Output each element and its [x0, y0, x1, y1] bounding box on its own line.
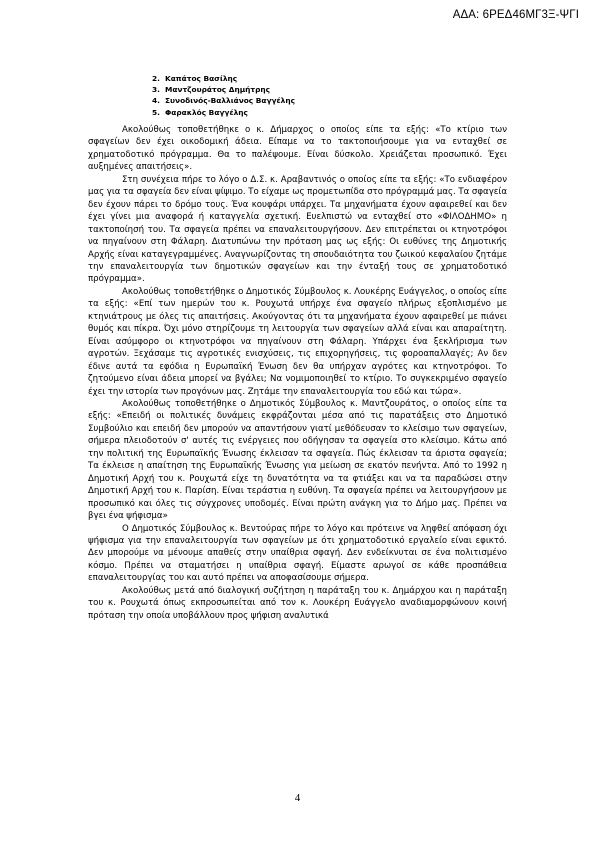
- council-members-list: [152, 73, 295, 118]
- paragraph-mantzouratos-statement: Ακολούθως τοποθετήθηκε ο Δημοτικός Σύμβουλος κ. Μαντζουράτος, ο οποίος είπε τα εξής: «Επειδή οι πολιτικές δυνάμεις εκφράζονται μέσα από τις παρατάξεις στο Δημοτικό Συμβούλιο και επειδή δεν μπορούν να απαντήσουν γιατί μεθόδευσαν το κλείσιμο των σφαγείων, σήμερα πλειοδοτούν σ' αυτές τις ενέργειες που οδήγησαν τα σφαγεία στο κλείσιμο. Κάτω από την πολιτική της Ευρωπαϊκής Ένωσης έκλεισαν τα σφαγεία. Πώς έκλεισαν τα άριστα σφαγεία; Τα έκλεισε η απαίτηση της Ευρωπαϊκής Ένωσης για μείωση σε εκατόν πενήντα. Από το 1992 η Δημοτική Αρχή του κ. Ρουχωτά είχε τη δυνατότητα να τα φτιάξει και να τα παραδώσει στην Δημοτική Αρχή του κ. Παρίση. Είναι τεράστια η ευθύνη. Τα σφαγεία πρέπει να λειτουργήσουν με προσωπικό και όλες τις σύγχρονες υποδομές. Είναι πρώτη ανάγκη για το Δήμο μας. Πρέπει να βγει ένα ψήφισμα»: [88, 398, 507, 522]
- member-name: Καπάτος Βασίλης: [165, 74, 238, 83]
- paragraph-joint-proposal: Ακολούθως μετά από διαλογική συζήτηση η παράταξη του κ. Δημάρχου και η παράταξη του κ. Ρουχωτά όπως εκπροσωπείται από τον κ. Λουκέρη Ευάγγελο αναδιαμορφώνουν κοινή πρόταση την οποία υποβάλλουν προς ψήφιση αναλυτικά: [88, 585, 507, 621]
- list-item: [152, 73, 295, 84]
- member-name: Φαρακλός Βαγγέλης: [165, 107, 248, 117]
- page-number: 4: [294, 792, 301, 804]
- paragraph-ventouras-statement: Ο Δημοτικός Σύμβουλος κ. Βεντούρας πήρε το λόγο και πρότεινε να ληφθεί απόφαση όχι ψήφισμα για την επαναλειτουργία των σφαγείων με ότι χρηματοδοτικό εργαλείο είναι εφικτό. Δεν μπορούμε να μένουμε απαθείς στην υπαίθρια σφαγή. Δεν ενδείκνυται σε ένα πολιτισμένο κόσμο. Πρέπει να σταματήσει η υπαίθρια σφαγή. Είμαστε αρωγοί σε κάθε προσπάθεια επαναλειτουργίας του και αυτό πρέπει να αποφασίσουμε σήμερα.: [88, 523, 507, 584]
- list-number: 5.: [152, 107, 160, 117]
- list-number: 4.: [152, 96, 160, 106]
- list-item: [152, 107, 295, 118]
- minutes-body: [88, 124, 507, 622]
- paragraph-loukeris-statement: Ακολούθως τοποθετήθηκε ο Δημοτικός Σύμβουλος κ. Λουκέρης Ευάγγελος, ο οποίος είπε τα εξής: «Επί των ημερών του κ. Ρουχωτά υπήρχε ένα σφαγείο πλήρως εξοπλισμένο με κτηνιάτρους με όλες τις απαιτήσεις. Ακούγοντας ότι τα μηχανήματα έχουν αφαιρεθεί με πιάνει θυμός και πίκρα. Όχι μόνο στηρίζουμε τη λειτουργία των σφαγείων αλλά είναι και απαραίτητη. Είναι ασύμφορο οι κτηνοτρόφοι να πηγαίνουν στη Φάλαρη. Υπάρχει ένα ξεκλήρισμα των αγροτών. Ξεχάσαμε τις αγροτικές ενισχύσεις, τις επιχορηγήσεις, τις φοροαπαλλαγές; Αν δεν έδινε αυτά τα εφόδια η Ευρωπαϊκή Ένωση δεν θα υπήρχαν αγρότες και κτηνοτρόφοι. Το ζητούμενο είναι άδεια μπορεί να βγάλει; Να νομιμοποιηθεί το κτίριο. Το συγκεκριμένο σφαγείο έχει την ιστορία των προγόνων μας. Ζητάμε την επαναλειτουργία του εδώ και τώρα».: [88, 286, 507, 397]
- list-number: 3.: [152, 85, 160, 95]
- member-name: Συνοδινός-Βαλλιάνος Βαγγέλης: [165, 96, 295, 106]
- list-number: 2.: [152, 74, 160, 83]
- member-name: Μαντζουράτος Δημήτρης: [165, 85, 271, 95]
- paragraph-mayor-statement: Ακολούθως τοποθετήθηκε ο κ. Δήμαρχος ο οποίος είπε τα εξής: «Το κτίριο των σφαγείων δεν έχει οικοδομική άδεια. Είπαμε να το τακτοποιήσουμε για να ενταχθεί σε χρηματοδοτικό πρόγραμμα. Θα το παλέψουμε. Είναι δύσκολο. Χρειάζεται προσωπικό. Έχει αυξημένες απαιτήσεις».: [88, 125, 507, 173]
- list-item: [152, 84, 295, 95]
- paragraph-aravantinos-statement: Στη συνέχεια πήρε το λόγο ο Δ.Σ. κ. Αραβαντινός ο οποίος είπε τα εξής: «Το ενδιαφέρον μας για τα σφαγεία δεν είναι ψίψιμο. Το είχαμε ως προμετωπίδα στο πρόγραμμά μας. Τα σφαγεία δεν έχουν πάρει το δρόμο τους. Ένα κουφάρι υπάρχει. Τα μηχανήματα έχουν αφαιρεθεί και δεν έχει γίνει μια αναφορά ή καταγγελία σχετική. Ευελπιστώ να ενταχθεί στο «ΦΙΛΟΔΗΜΟ» η τακτοποίησή του. Τα σφαγεία πρέπει να επαναλειτουργήσουν. Δεν επιτρέπεται οι κτηνοτρόφοι να πηγαίνουν στη Φάλαρη. Διατυπώνω την πρόταση μας ως εξής: Οι ευθύνες της Δημοτικής Αρχής είναι καταγεγραμμένες. Αναγνωρίζοντας τη σπουδαιότητα του ζωικού κεφαλαίου ζητάμε την επαναλειτουργία των δημοτικών σφαγείων και την ένταξή τους σε χρηματοδοτικό πρόγραμμα».: [88, 174, 507, 285]
- list-item: [152, 95, 295, 106]
- ada-code: ΑΔΑ: 6ΡΕΔ46ΜΓ3Ξ-ΨΓΙ: [452, 9, 579, 21]
